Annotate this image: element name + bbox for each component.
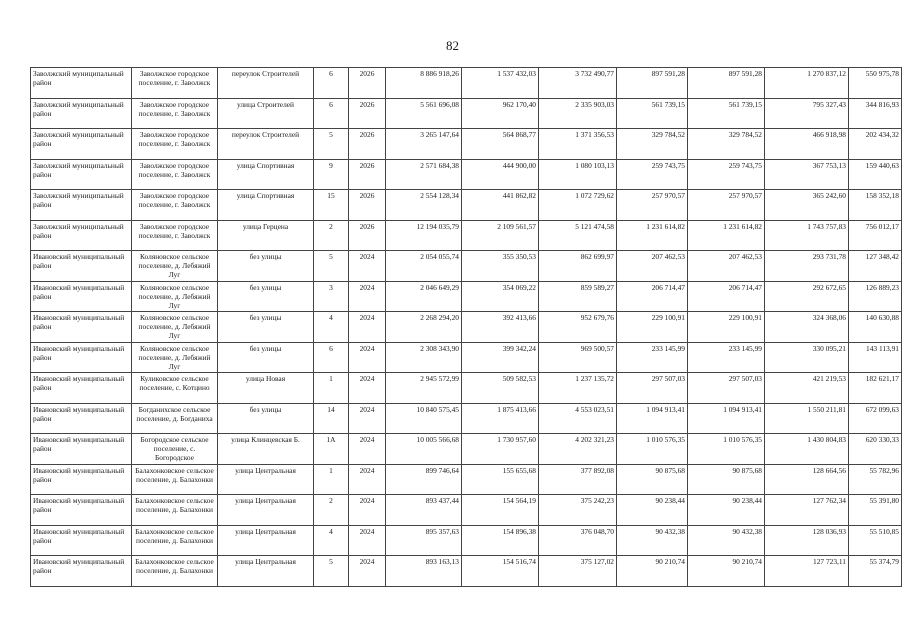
amount-cell-1: 154 564,19 [462, 495, 539, 526]
house-number-cell: 4 [314, 525, 349, 556]
amount-cell-1: 509 582,53 [462, 373, 539, 404]
total-cost-cell: 895 357,63 [386, 525, 462, 556]
district-cell: Ивановский муниципальный район [31, 403, 132, 434]
amount-cell-5: 127 723,11 [765, 556, 849, 587]
amount-cell-3: 257 970,57 [617, 190, 688, 221]
amount-cell-4: 90 432,38 [688, 525, 765, 556]
amount-cell-1: 155 655,68 [462, 464, 539, 495]
amount-cell-2: 3 732 490,77 [539, 68, 617, 99]
table-row [31, 190, 902, 221]
table-row [31, 464, 902, 495]
house-number-cell: 3 [314, 281, 349, 312]
total-cost-cell: 12 194 035,79 [386, 220, 462, 251]
table-row [31, 342, 902, 373]
table-row [31, 434, 902, 465]
amount-cell-1: 154 516,74 [462, 556, 539, 587]
table-row [31, 98, 902, 129]
district-cell: Ивановский муниципальный район [31, 464, 132, 495]
amount-cell-5: 293 731,78 [765, 251, 849, 282]
house-number-cell: 6 [314, 98, 349, 129]
amount-cell-2: 1 072 729,62 [539, 190, 617, 221]
table-row [31, 220, 902, 251]
house-number-cell: 1 [314, 373, 349, 404]
settlement-cell: Балахонковское сельское поселение, д. Балахонки [132, 464, 218, 495]
settlement-cell: Коляновское сельское поселение, д. Лебяжий Луг [132, 281, 218, 312]
amount-cell-5: 1 430 804,83 [765, 434, 849, 465]
house-number-cell: 2 [314, 220, 349, 251]
amount-cell-4: 229 100,91 [688, 312, 765, 343]
amount-cell-6: 126 889,23 [849, 281, 902, 312]
amount-cell-4: 329 784,52 [688, 129, 765, 160]
amount-cell-3: 1 231 614,82 [617, 220, 688, 251]
house-number-cell: 2 [314, 495, 349, 526]
amount-cell-5: 1 550 211,81 [765, 403, 849, 434]
district-cell: Ивановский муниципальный район [31, 495, 132, 526]
amount-cell-3: 90 432,38 [617, 525, 688, 556]
amount-cell-2: 5 121 474,58 [539, 220, 617, 251]
table-row [31, 495, 902, 526]
amount-cell-2: 377 892,08 [539, 464, 617, 495]
amount-cell-5: 330 095,21 [765, 342, 849, 373]
year-cell: 2026 [349, 98, 386, 129]
amount-cell-5: 367 753,13 [765, 159, 849, 190]
amount-cell-6: 672 099,63 [849, 403, 902, 434]
amount-cell-6: 158 352,18 [849, 190, 902, 221]
year-cell: 2024 [349, 495, 386, 526]
district-cell: Заволжский муниципальный район [31, 190, 132, 221]
amount-cell-3: 90 210,74 [617, 556, 688, 587]
amount-cell-4: 1 010 576,35 [688, 434, 765, 465]
amount-cell-4: 233 145,99 [688, 342, 765, 373]
settlement-cell: Балахонковское сельское поселение, д. Балахонки [132, 495, 218, 526]
amount-cell-1: 399 342,24 [462, 342, 539, 373]
house-number-cell: 4 [314, 312, 349, 343]
total-cost-cell: 2 554 128,34 [386, 190, 462, 221]
house-number-cell: 9 [314, 159, 349, 190]
amount-cell-1: 441 862,82 [462, 190, 539, 221]
amount-cell-1: 1 875 413,66 [462, 403, 539, 434]
amount-cell-3: 90 238,44 [617, 495, 688, 526]
amount-cell-6: 202 434,32 [849, 129, 902, 160]
amount-cell-1: 444 900,00 [462, 159, 539, 190]
settlement-cell: Богородское сельское поселение, с. Богородское [132, 434, 218, 465]
amount-cell-2: 4 553 023,51 [539, 403, 617, 434]
street-cell: улица Центральная [218, 464, 314, 495]
amount-cell-3: 297 507,03 [617, 373, 688, 404]
total-cost-cell: 3 265 147,64 [386, 129, 462, 160]
district-cell: Ивановский муниципальный район [31, 281, 132, 312]
amount-cell-4: 207 462,53 [688, 251, 765, 282]
street-cell: улица Спортивная [218, 190, 314, 221]
amount-cell-4: 90 875,68 [688, 464, 765, 495]
amount-cell-5: 795 327,43 [765, 98, 849, 129]
amount-cell-6: 55 782,96 [849, 464, 902, 495]
page-number: 82 [446, 38, 459, 53]
amount-cell-3: 207 462,53 [617, 251, 688, 282]
settlement-cell: Заволжское городское поселение, г. Заволжск [132, 129, 218, 160]
amount-cell-4: 90 210,74 [688, 556, 765, 587]
total-cost-cell: 10 005 566,68 [386, 434, 462, 465]
settlement-cell: Заволжское городское поселение, г. Заволжск [132, 190, 218, 221]
year-cell: 2024 [349, 525, 386, 556]
year-cell: 2026 [349, 190, 386, 221]
amount-cell-5: 1 743 757,83 [765, 220, 849, 251]
settlement-cell: Коляновское сельское поселение, д. Лебяжий Луг [132, 312, 218, 343]
year-cell: 2026 [349, 220, 386, 251]
amount-cell-1: 154 896,38 [462, 525, 539, 556]
total-cost-cell: 10 840 575,45 [386, 403, 462, 434]
amount-cell-2: 376 048,70 [539, 525, 617, 556]
house-number-cell: 5 [314, 251, 349, 282]
amount-cell-4: 259 743,75 [688, 159, 765, 190]
street-cell: без улицы [218, 281, 314, 312]
amount-cell-4: 257 970,57 [688, 190, 765, 221]
total-cost-cell: 5 561 696,08 [386, 98, 462, 129]
street-cell: улица Клинцевская Б. [218, 434, 314, 465]
amount-cell-2: 859 589,27 [539, 281, 617, 312]
amount-cell-6: 55 391,80 [849, 495, 902, 526]
district-cell: Заволжский муниципальный район [31, 68, 132, 99]
total-cost-cell: 2 054 055,74 [386, 251, 462, 282]
house-number-cell: 6 [314, 342, 349, 373]
amount-cell-4: 206 714,47 [688, 281, 765, 312]
amount-cell-6: 620 330,33 [849, 434, 902, 465]
amount-cell-5: 365 242,60 [765, 190, 849, 221]
amount-cell-1: 354 069,22 [462, 281, 539, 312]
district-cell: Ивановский муниципальный район [31, 373, 132, 404]
street-cell: улица Центральная [218, 525, 314, 556]
year-cell: 2024 [349, 342, 386, 373]
budget-table [30, 67, 902, 587]
street-cell: переулок Строителей [218, 129, 314, 160]
house-number-cell: 14 [314, 403, 349, 434]
house-number-cell: 6 [314, 68, 349, 99]
street-cell: улица Герцена [218, 220, 314, 251]
amount-cell-3: 229 100,91 [617, 312, 688, 343]
total-cost-cell: 893 163,13 [386, 556, 462, 587]
year-cell: 2024 [349, 251, 386, 282]
district-cell: Ивановский муниципальный район [31, 525, 132, 556]
district-cell: Заволжский муниципальный район [31, 129, 132, 160]
street-cell: без улицы [218, 312, 314, 343]
table-row [31, 525, 902, 556]
district-cell: Заволжский муниципальный район [31, 220, 132, 251]
amount-cell-1: 2 109 561,57 [462, 220, 539, 251]
year-cell: 2026 [349, 68, 386, 99]
year-cell: 2026 [349, 159, 386, 190]
year-cell: 2024 [349, 434, 386, 465]
amount-cell-1: 564 868,77 [462, 129, 539, 160]
amount-cell-2: 862 699,97 [539, 251, 617, 282]
district-cell: Ивановский муниципальный район [31, 312, 132, 343]
district-cell: Заволжский муниципальный район [31, 159, 132, 190]
amount-cell-2: 375 242,23 [539, 495, 617, 526]
table-row [31, 281, 902, 312]
total-cost-cell: 2 945 572,99 [386, 373, 462, 404]
amount-cell-4: 297 507,03 [688, 373, 765, 404]
settlement-cell: Коляновское сельское поселение, д. Лебяжий Луг [132, 342, 218, 373]
amount-cell-3: 233 145,99 [617, 342, 688, 373]
year-cell: 2024 [349, 312, 386, 343]
amount-cell-4: 897 591,28 [688, 68, 765, 99]
house-number-cell: 1А [314, 434, 349, 465]
street-cell: без улицы [218, 342, 314, 373]
amount-cell-6: 140 630,88 [849, 312, 902, 343]
amount-cell-6: 55 510,85 [849, 525, 902, 556]
amount-cell-6: 344 816,93 [849, 98, 902, 129]
street-cell: улица Спортивная [218, 159, 314, 190]
table-body [31, 68, 902, 587]
amount-cell-2: 4 202 321,23 [539, 434, 617, 465]
year-cell: 2024 [349, 281, 386, 312]
amount-cell-6: 756 012,17 [849, 220, 902, 251]
street-cell: улица Центральная [218, 495, 314, 526]
amount-cell-2: 1 080 103,13 [539, 159, 617, 190]
street-cell: без улицы [218, 251, 314, 282]
year-cell: 2026 [349, 129, 386, 160]
amount-cell-2: 969 500,57 [539, 342, 617, 373]
settlement-cell: Богданихское сельское поселение, д. Богданиха [132, 403, 218, 434]
settlement-cell: Заволжское городское поселение, г. Заволжск [132, 220, 218, 251]
district-cell: Ивановский муниципальный район [31, 342, 132, 373]
settlement-cell: Коляновское сельское поселение, д. Лебяжий Луг [132, 251, 218, 282]
amount-cell-6: 55 374,79 [849, 556, 902, 587]
amount-cell-1: 1 537 432,03 [462, 68, 539, 99]
amount-cell-1: 962 170,40 [462, 98, 539, 129]
district-cell: Заволжский муниципальный район [31, 98, 132, 129]
amount-cell-4: 1 094 913,41 [688, 403, 765, 434]
year-cell: 2024 [349, 373, 386, 404]
amount-cell-3: 1 010 576,35 [617, 434, 688, 465]
settlement-cell: Заволжское городское поселение, г. Заволжск [132, 159, 218, 190]
amount-cell-6: 143 113,91 [849, 342, 902, 373]
amount-cell-2: 1 371 356,53 [539, 129, 617, 160]
total-cost-cell: 2 308 343,90 [386, 342, 462, 373]
table-row [31, 68, 902, 99]
table-row [31, 129, 902, 160]
house-number-cell: 5 [314, 129, 349, 160]
amount-cell-6: 550 975,78 [849, 68, 902, 99]
amount-cell-5: 324 368,06 [765, 312, 849, 343]
amount-cell-2: 1 237 135,72 [539, 373, 617, 404]
table-row [31, 403, 902, 434]
house-number-cell: 5 [314, 556, 349, 587]
amount-cell-5: 421 219,53 [765, 373, 849, 404]
settlement-cell: Балахонковское сельское поселение, д. Балахонки [132, 525, 218, 556]
table-row [31, 556, 902, 587]
settlement-cell: Балахонковское сельское поселение, д. Балахонки [132, 556, 218, 587]
year-cell: 2024 [349, 464, 386, 495]
amount-cell-1: 392 413,66 [462, 312, 539, 343]
amount-cell-3: 259 743,75 [617, 159, 688, 190]
amount-cell-6: 159 440,63 [849, 159, 902, 190]
year-cell: 2024 [349, 556, 386, 587]
amount-cell-4: 90 238,44 [688, 495, 765, 526]
street-cell: улица Центральная [218, 556, 314, 587]
amount-cell-3: 206 714,47 [617, 281, 688, 312]
district-cell: Ивановский муниципальный район [31, 251, 132, 282]
total-cost-cell: 8 886 918,26 [386, 68, 462, 99]
amount-cell-6: 182 621,17 [849, 373, 902, 404]
amount-cell-3: 561 739,15 [617, 98, 688, 129]
amount-cell-2: 2 335 903,03 [539, 98, 617, 129]
amount-cell-3: 329 784,52 [617, 129, 688, 160]
amount-cell-2: 375 127,02 [539, 556, 617, 587]
amount-cell-5: 1 270 837,12 [765, 68, 849, 99]
street-cell: улица Новая [218, 373, 314, 404]
amount-cell-5: 128 664,56 [765, 464, 849, 495]
total-cost-cell: 2 268 294,20 [386, 312, 462, 343]
district-cell: Ивановский муниципальный район [31, 434, 132, 465]
street-cell: без улицы [218, 403, 314, 434]
amount-cell-4: 1 231 614,82 [688, 220, 765, 251]
settlement-cell: Заволжское городское поселение, г. Заволжск [132, 98, 218, 129]
amount-cell-5: 127 762,34 [765, 495, 849, 526]
table-row [31, 312, 902, 343]
table-row [31, 251, 902, 282]
house-number-cell: 1 [314, 464, 349, 495]
total-cost-cell: 2 046 649,29 [386, 281, 462, 312]
total-cost-cell: 899 746,64 [386, 464, 462, 495]
amount-cell-5: 128 036,93 [765, 525, 849, 556]
amount-cell-3: 90 875,68 [617, 464, 688, 495]
table-row [31, 159, 902, 190]
settlement-cell: Куликовское сельское поселение, с. Котцино [132, 373, 218, 404]
street-cell: улица Строителей [218, 98, 314, 129]
total-cost-cell: 2 571 684,38 [386, 159, 462, 190]
settlement-cell: Заволжское городское поселение, г. Заволжск [132, 68, 218, 99]
table-row [31, 373, 902, 404]
total-cost-cell: 893 437,44 [386, 495, 462, 526]
amount-cell-3: 1 094 913,41 [617, 403, 688, 434]
amount-cell-6: 127 348,42 [849, 251, 902, 282]
amount-cell-4: 561 739,15 [688, 98, 765, 129]
house-number-cell: 15 [314, 190, 349, 221]
amount-cell-1: 355 350,53 [462, 251, 539, 282]
amount-cell-3: 897 591,28 [617, 68, 688, 99]
amount-cell-5: 292 672,65 [765, 281, 849, 312]
year-cell: 2024 [349, 403, 386, 434]
amount-cell-2: 952 679,76 [539, 312, 617, 343]
amount-cell-1: 1 730 957,60 [462, 434, 539, 465]
street-cell: переулок Строителей [218, 68, 314, 99]
amount-cell-5: 466 918,98 [765, 129, 849, 160]
district-cell: Ивановский муниципальный район [31, 556, 132, 587]
